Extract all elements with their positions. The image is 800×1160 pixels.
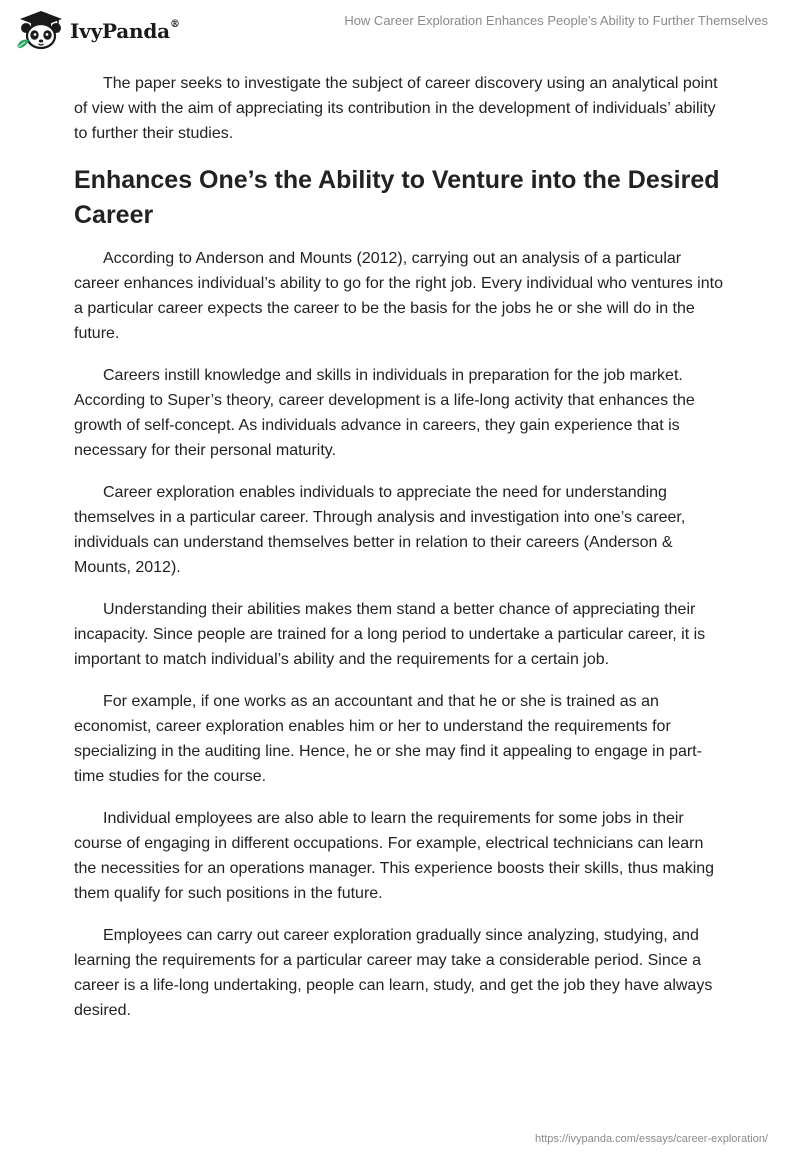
body-paragraph: According to Anderson and Mounts (2012), carrying out an analysis of a particular career enhances individual’s ability to go for the right job. Every individual who ventures into a particular career expects the career to be the basis for the jobs he or she will do in the future. xyxy=(74,250,723,342)
body-paragraph: For example, if one works as an accountant and that he or she is trained as an economist, career exploration enables him or her to understand the requirements for specializing in the auditing line. Hence, he or she may find it appealing to engage in part-time studies for the course. xyxy=(74,693,702,785)
body-paragraph: Career exploration enables individuals to appreciate the need for understanding themselves in a particular career. Through analysis and investigation into one’s career, individuals can understand themselves better in relation to their careers (Anderson & Mounts, 2012). xyxy=(74,484,686,576)
section-heading: Enhances One’s the Ability to Venture into the Desired Career xyxy=(74,166,720,229)
ivypanda-logo[interactable] xyxy=(14,8,180,52)
panda-graduate-icon xyxy=(14,8,68,52)
source-url[interactable]: https://ivypanda.com/essays/career-exploration/ xyxy=(535,1133,768,1145)
document-title: How Career Exploration Enhances People’s Ability to Further Themselves xyxy=(344,13,768,28)
body-paragraph: Employees can carry out career exploration gradually since analyzing, studying, and learning the requirements for a particular career may take a considerable period. Since a career is a life-long undertaking, people can learn, study, and get the job they have always desired. xyxy=(74,927,713,1019)
body-paragraph: Individual employees are also able to learn the requirements for some jobs in their course of engaging in different occupations. For example, electrical technicians can learn the necessities for an operations manager. This experience boosts their skills, thus making them qualify for such positions in the future. xyxy=(74,810,715,902)
article-body xyxy=(74,71,724,1040)
body-paragraph: Careers instill knowledge and skills in individuals in preparation for the job market. According to Super’s theory, career development is a life-long activity that enhances the growth of self-concept. As individuals advance in careers, they gain experience that is necessary for their personal maturity. xyxy=(74,367,695,459)
intro-paragraph: The paper seeks to investigate the subject of career discovery using an analytical point of view with the aim of appreciating its contribution in the development of individuals’ ability to further their studies. xyxy=(74,75,718,142)
logo-wordmark xyxy=(70,19,180,43)
brand-name: IvyPanda xyxy=(70,19,170,43)
registered-mark: ® xyxy=(169,19,180,31)
page-header xyxy=(0,0,800,60)
body-paragraph: Understanding their abilities makes them stand a better chance of appreciating their incapacity. Since people are trained for a long period to undertake a particular career, it is important to match individual’s ability and the requirements for a certain job. xyxy=(74,601,706,668)
